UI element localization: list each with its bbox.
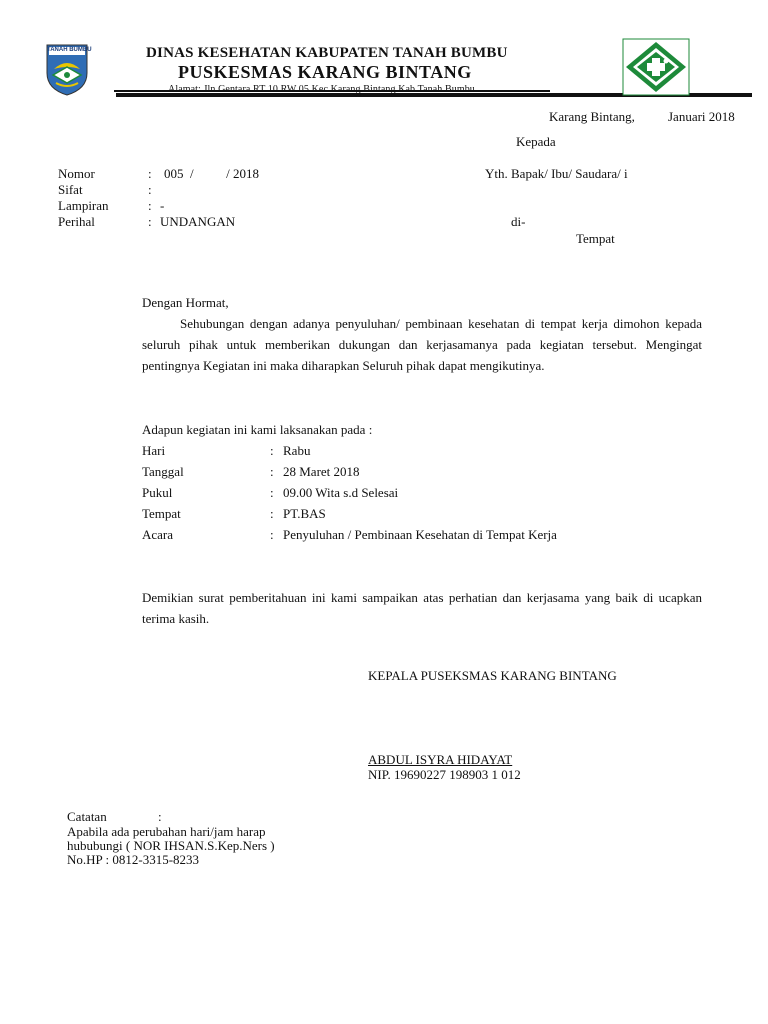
signature-name: ABDUL ISYRA HIDAYAT <box>368 752 513 767</box>
schedule-value-tanggal: 28 Maret 2018 <box>283 464 360 479</box>
meta-label-sifat: Sifat <box>58 182 83 197</box>
letterhead-rule-thin <box>114 90 550 92</box>
note-line: No.HP : 0812-3315-8233 <box>67 852 200 867</box>
meta-colon: : <box>148 198 152 213</box>
greeting: Dengan Hormat, <box>142 295 229 310</box>
schedule-colon: : <box>270 464 274 479</box>
schedule-intro: Adapun kegiatan ini kami laksanakan pada : <box>142 422 373 437</box>
agency-name: DINAS KESEHATAN KABUPATEN TANAH BUMBU <box>146 45 508 61</box>
puskesmas-name: PUSKESMAS KARANG BINTANG <box>178 62 472 82</box>
meta-colon: : <box>148 214 152 229</box>
meta-colon: : <box>148 182 152 197</box>
schedule-value-hari: Rabu <box>283 443 311 458</box>
meta-colon: : <box>148 166 152 181</box>
schedule-value-pukul: 09.00 Wita s.d Selesai <box>283 485 399 500</box>
recipient-di: di- <box>511 214 526 229</box>
schedule-label-pukul: Pukul <box>142 485 173 500</box>
note-colon: : <box>158 809 162 824</box>
schedule-colon: : <box>270 527 274 542</box>
signature-nip: NIP. 19690227 198903 1 012 <box>368 767 521 782</box>
schedule-label-acara: Acara <box>142 527 174 542</box>
crest-caption: TANAH BUMBU <box>47 47 92 53</box>
schedule-value-acara: Penyuluhan / Pembinaan Kesehatan di Tempat Kerja <box>283 527 557 542</box>
schedule-colon: : <box>270 485 274 500</box>
meta-value-nomor: 005 / / 2018 <box>164 166 259 181</box>
meta-label-lampiran: Lampiran <box>58 198 109 213</box>
schedule-label-tanggal: Tanggal <box>142 464 184 479</box>
recipient-yth: Yth. Bapak/ Ibu/ Saudara/ i <box>485 166 628 181</box>
green-cross-health-icon <box>622 38 690 96</box>
signature-title: KEPALA PUSEKSMAS KARANG BINTANG <box>368 668 617 683</box>
note-line: hububungi ( NOR IHSAN.S.Kep.Ners ) <box>67 838 275 853</box>
schedule-colon: : <box>270 506 274 521</box>
schedule-value-tempat: PT.BAS <box>283 506 326 521</box>
note-line: Apabila ada perubahan hari/jam harap <box>67 824 266 839</box>
meta-value-perihal: UNDANGAN <box>160 214 236 229</box>
meta-label-perihal: Perihal <box>58 214 95 229</box>
note-label: Catatan <box>67 809 107 824</box>
closing-paragraph: Demikian surat pemberitahuan ini kami sampaikan atas perhatian dan kerjasama yang baik di ucapkan terima kasih. <box>142 590 702 626</box>
schedule-label-hari: Hari <box>142 443 166 458</box>
meta-value-lampiran: - <box>160 198 165 213</box>
meta-label-nomor: Nomor <box>58 166 95 181</box>
date-place: Karang Bintang, <box>549 109 635 124</box>
paragraph-intro: Sehubungan dengan adanya penyuluhan/ pembinaan kesehatan di tempat kerja dimohon kepada seluruh pihak untuk memberikan dukungan dan kerjasamanya pada kegiatan tersebut. Mengingat pentingnya Kegiatan ini maka diharapkan Seluruh pihak dapat mengikutinya. <box>142 316 702 373</box>
schedule-colon: : <box>270 443 274 458</box>
letter-date: Januari 2018 <box>668 109 735 124</box>
recipient-tempat: Tempat <box>576 231 615 246</box>
schedule-label-tempat: Tempat <box>142 506 181 521</box>
recipient-kepada: Kepada <box>516 134 556 149</box>
